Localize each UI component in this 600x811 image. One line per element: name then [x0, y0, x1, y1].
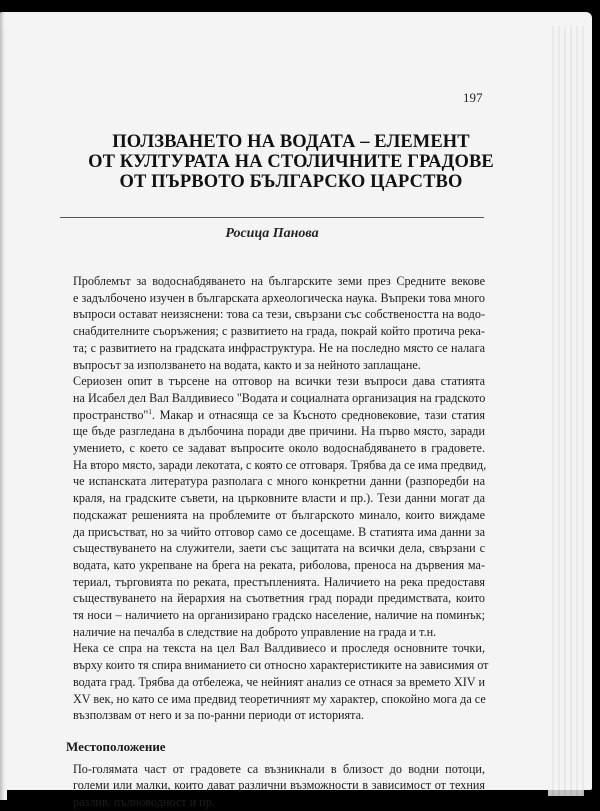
text-line: разлив, пълноводност и пр.: [73, 795, 215, 810]
book-page: [0, 12, 592, 810]
section-heading: Местоположение: [66, 738, 166, 754]
text-line: По-голямата част от градовете са възникнали в близост до водни потоци,: [73, 761, 485, 776]
text-line: Нека се спра на текста на цел Вал Валдивиесо и проследя основните точки,: [73, 641, 485, 656]
text-line: снабдителните съоръжения; с развитието на града, покрай който протича река-: [73, 324, 485, 339]
article-title: [60, 132, 522, 192]
text-line: водата, като укрепване на брега на реката, риболова, преноса на дървения ма-: [73, 557, 485, 572]
text-line: та; с развитието на градската инфраструктура. Не на последно място се налага: [73, 340, 485, 355]
text-line: съществуването на йерархия на съответния град поради предимствата, които: [73, 591, 485, 606]
title-line: ПОЛЗВАНЕТО НА ВОДАТА – ЕЛЕМЕНТ: [112, 132, 470, 152]
text-line: водата град. Трябва да отбележа, че нейният анализ се отнася за времето XIV и: [73, 674, 485, 689]
text-line: Проблемът за водоснабдяването на българските земи през Средните векове: [73, 274, 485, 288]
paragraph: [53, 761, 485, 811]
text-line: наличие на печалба в следствие на доброто управление на града и т.н.: [73, 624, 437, 639]
text-line: въпросът за използването на водата, както и за нейното заплащане.: [73, 357, 421, 372]
page-stack-edge: [548, 26, 584, 796]
page-number: 197: [463, 90, 483, 105]
text-line: че испанската литература разполага с много конкретни данни (разпоредби на: [73, 474, 485, 489]
title-line: ОТ ПЪРВОТО БЪЛГАРСКО ЦАРСТВО: [119, 172, 463, 192]
text-line: върху които тя спира вниманието си относно характеристиките на зависимия от: [73, 658, 489, 673]
text-line: големи или малки, които дават различни възможности в зависимост от техния: [73, 778, 485, 793]
article-body: [53, 273, 489, 811]
text-line: подскажат решенията на проблемите от българското минало, които виждаме: [73, 507, 485, 522]
text-fragment: пространство": [73, 407, 149, 422]
text-line: XV век, но като се има предвид теоретичният му характер, спокойно мога да се: [73, 691, 486, 706]
text-line: на Исабел дел Вал Валдивиесо "Водата и социалната организация на градското: [73, 390, 486, 405]
text-line: Сериозен опит в търсене на отговор на всички тези въпроси дава статията: [73, 374, 485, 389]
paragraph: [53, 640, 489, 724]
text-line: да присъстват, но за чийто отговор само се досещаме. В статията има данни за: [73, 524, 485, 539]
page-binding-edge: [0, 26, 7, 800]
text-line: умението, с което се задават въпросите около водоснабдяването в градовете.: [73, 441, 485, 456]
text-line: териал, търговията по реката, престъпленията. Наличието на река предоставя: [73, 574, 485, 589]
text-line: ще бъде разгледана в дълбочина поради две причини. На първо място, заради: [73, 424, 485, 439]
text-line: е задълбочено изучен в българската археологическа наука. Въпреки това много: [73, 290, 485, 305]
paragraph: [53, 373, 485, 640]
text-line: въпроси остават неизяснени: това са тези, свързани със собствеността на водо-: [73, 307, 485, 322]
text-line-with-footnote: [53, 407, 485, 424]
text-line: тя носи – наличието на организирано градско население, наличие на поминък;: [73, 608, 485, 623]
text-line: На второ място, заради лекотата, с която се отговаря. Трябва да се има предвид,: [73, 457, 487, 472]
text-line: възползвам от него и за по-ранни периоди от историята.: [73, 708, 365, 723]
paragraph: [53, 273, 485, 373]
author-name: Росица Панова: [225, 226, 319, 241]
footnote-ref[interactable]: 1: [148, 407, 152, 416]
title-divider: [60, 217, 484, 218]
title-line: ОТ КУЛТУРАТА НА СТОЛИЧНИТЕ ГРАДОВЕ: [88, 152, 494, 172]
text-fragment: . Макар и отнасяща се за Късното средновековие, тази статия: [151, 407, 485, 422]
text-line: краля, на градските съвети, на църковните власти и пр.). Тези данни могат да: [73, 491, 485, 506]
text-line: съществуването на служители, заети със защитата на всички дела, свързани с: [73, 541, 485, 556]
